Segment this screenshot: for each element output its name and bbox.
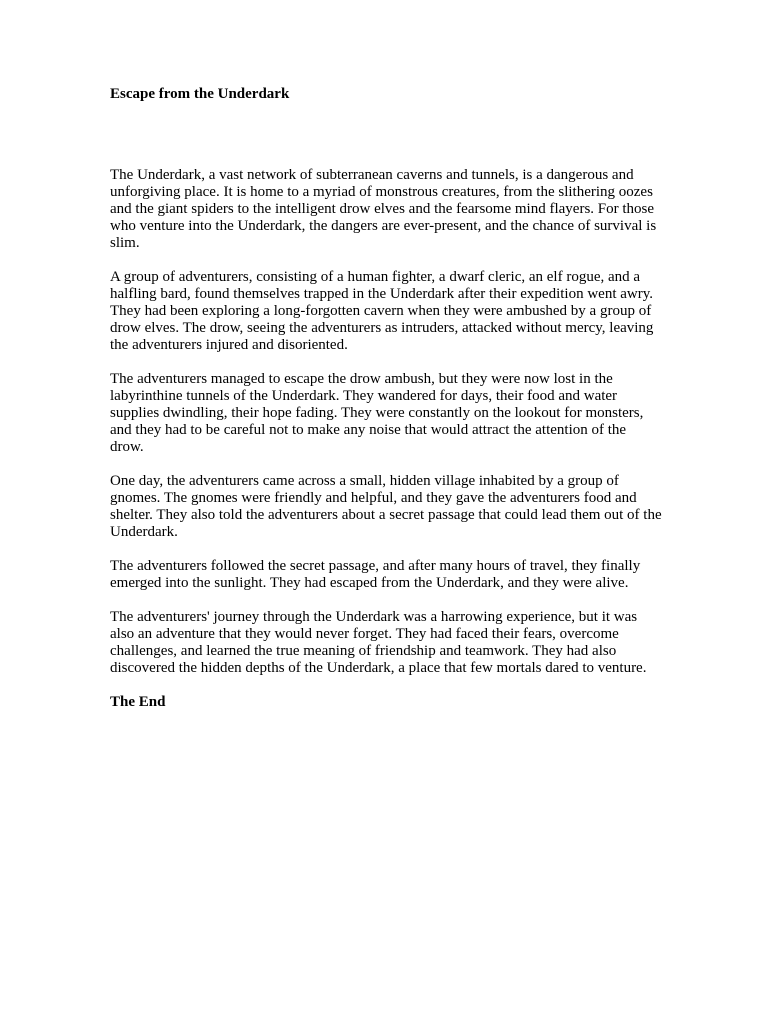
paragraph-2: A group of adventurers, consisting of a human fighter, a dwarf cleric, an elf rogue, and a halfling bard, found themselves trapped in the Underdark after their expedition went awry. They had been exploring a long-forgotten cavern when they were ambushed by a group of drow elves. The drow, seeing the adventurers as intruders, attacked without mercy, leaving the adventurers injured and disoriented. (110, 269, 654, 353)
paragraph-3: The adventurers managed to escape the drow ambush, but they were now lost in the labyrinthine tunnels of the Underdark. They wandered for days, their food and water supplies dwindling, their hope fading. They were constantly on the lookout for monsters, and they had to be careful not to make any noise that would attract the attention of the drow. (110, 371, 644, 455)
document-title: Escape from the Underdark (110, 86, 290, 102)
paragraph-5: The adventurers followed the secret passage, and after many hours of travel, they finally emerged into the sunlight. They had escaped from the Underdark, and they were alive. (110, 558, 641, 591)
document-page (110, 86, 662, 711)
paragraph-1: The Underdark, a vast network of subterranean caverns and tunnels, is a dangerous and unforgiving place. It is home to a myriad of monstrous creatures, from the slithering oozes and the giant spiders to the intelligent drow elves and the fearsome mind flayers. For those who venture into the Underdark, the dangers are ever-present, and the chance of survival is slim. (110, 167, 657, 251)
the-end-heading: The End (110, 694, 166, 710)
document-body (110, 167, 662, 711)
paragraph-6: The adventurers' journey through the Underdark was a harrowing experience, but it was also an adventure that they would never forget. They had faced their fears, overcome challenges, and learned the true meaning of friendship and teamwork. They had also discovered the hidden depths of the Underdark, a place that few mortals dared to venture. (110, 609, 647, 676)
paragraph-4: One day, the adventurers came across a small, hidden village inhabited by a group of gnomes. The gnomes were friendly and helpful, and they gave the adventurers food and shelter. They also told the adventurers about a secret passage that could lead them out of the Underdark. (110, 473, 662, 540)
